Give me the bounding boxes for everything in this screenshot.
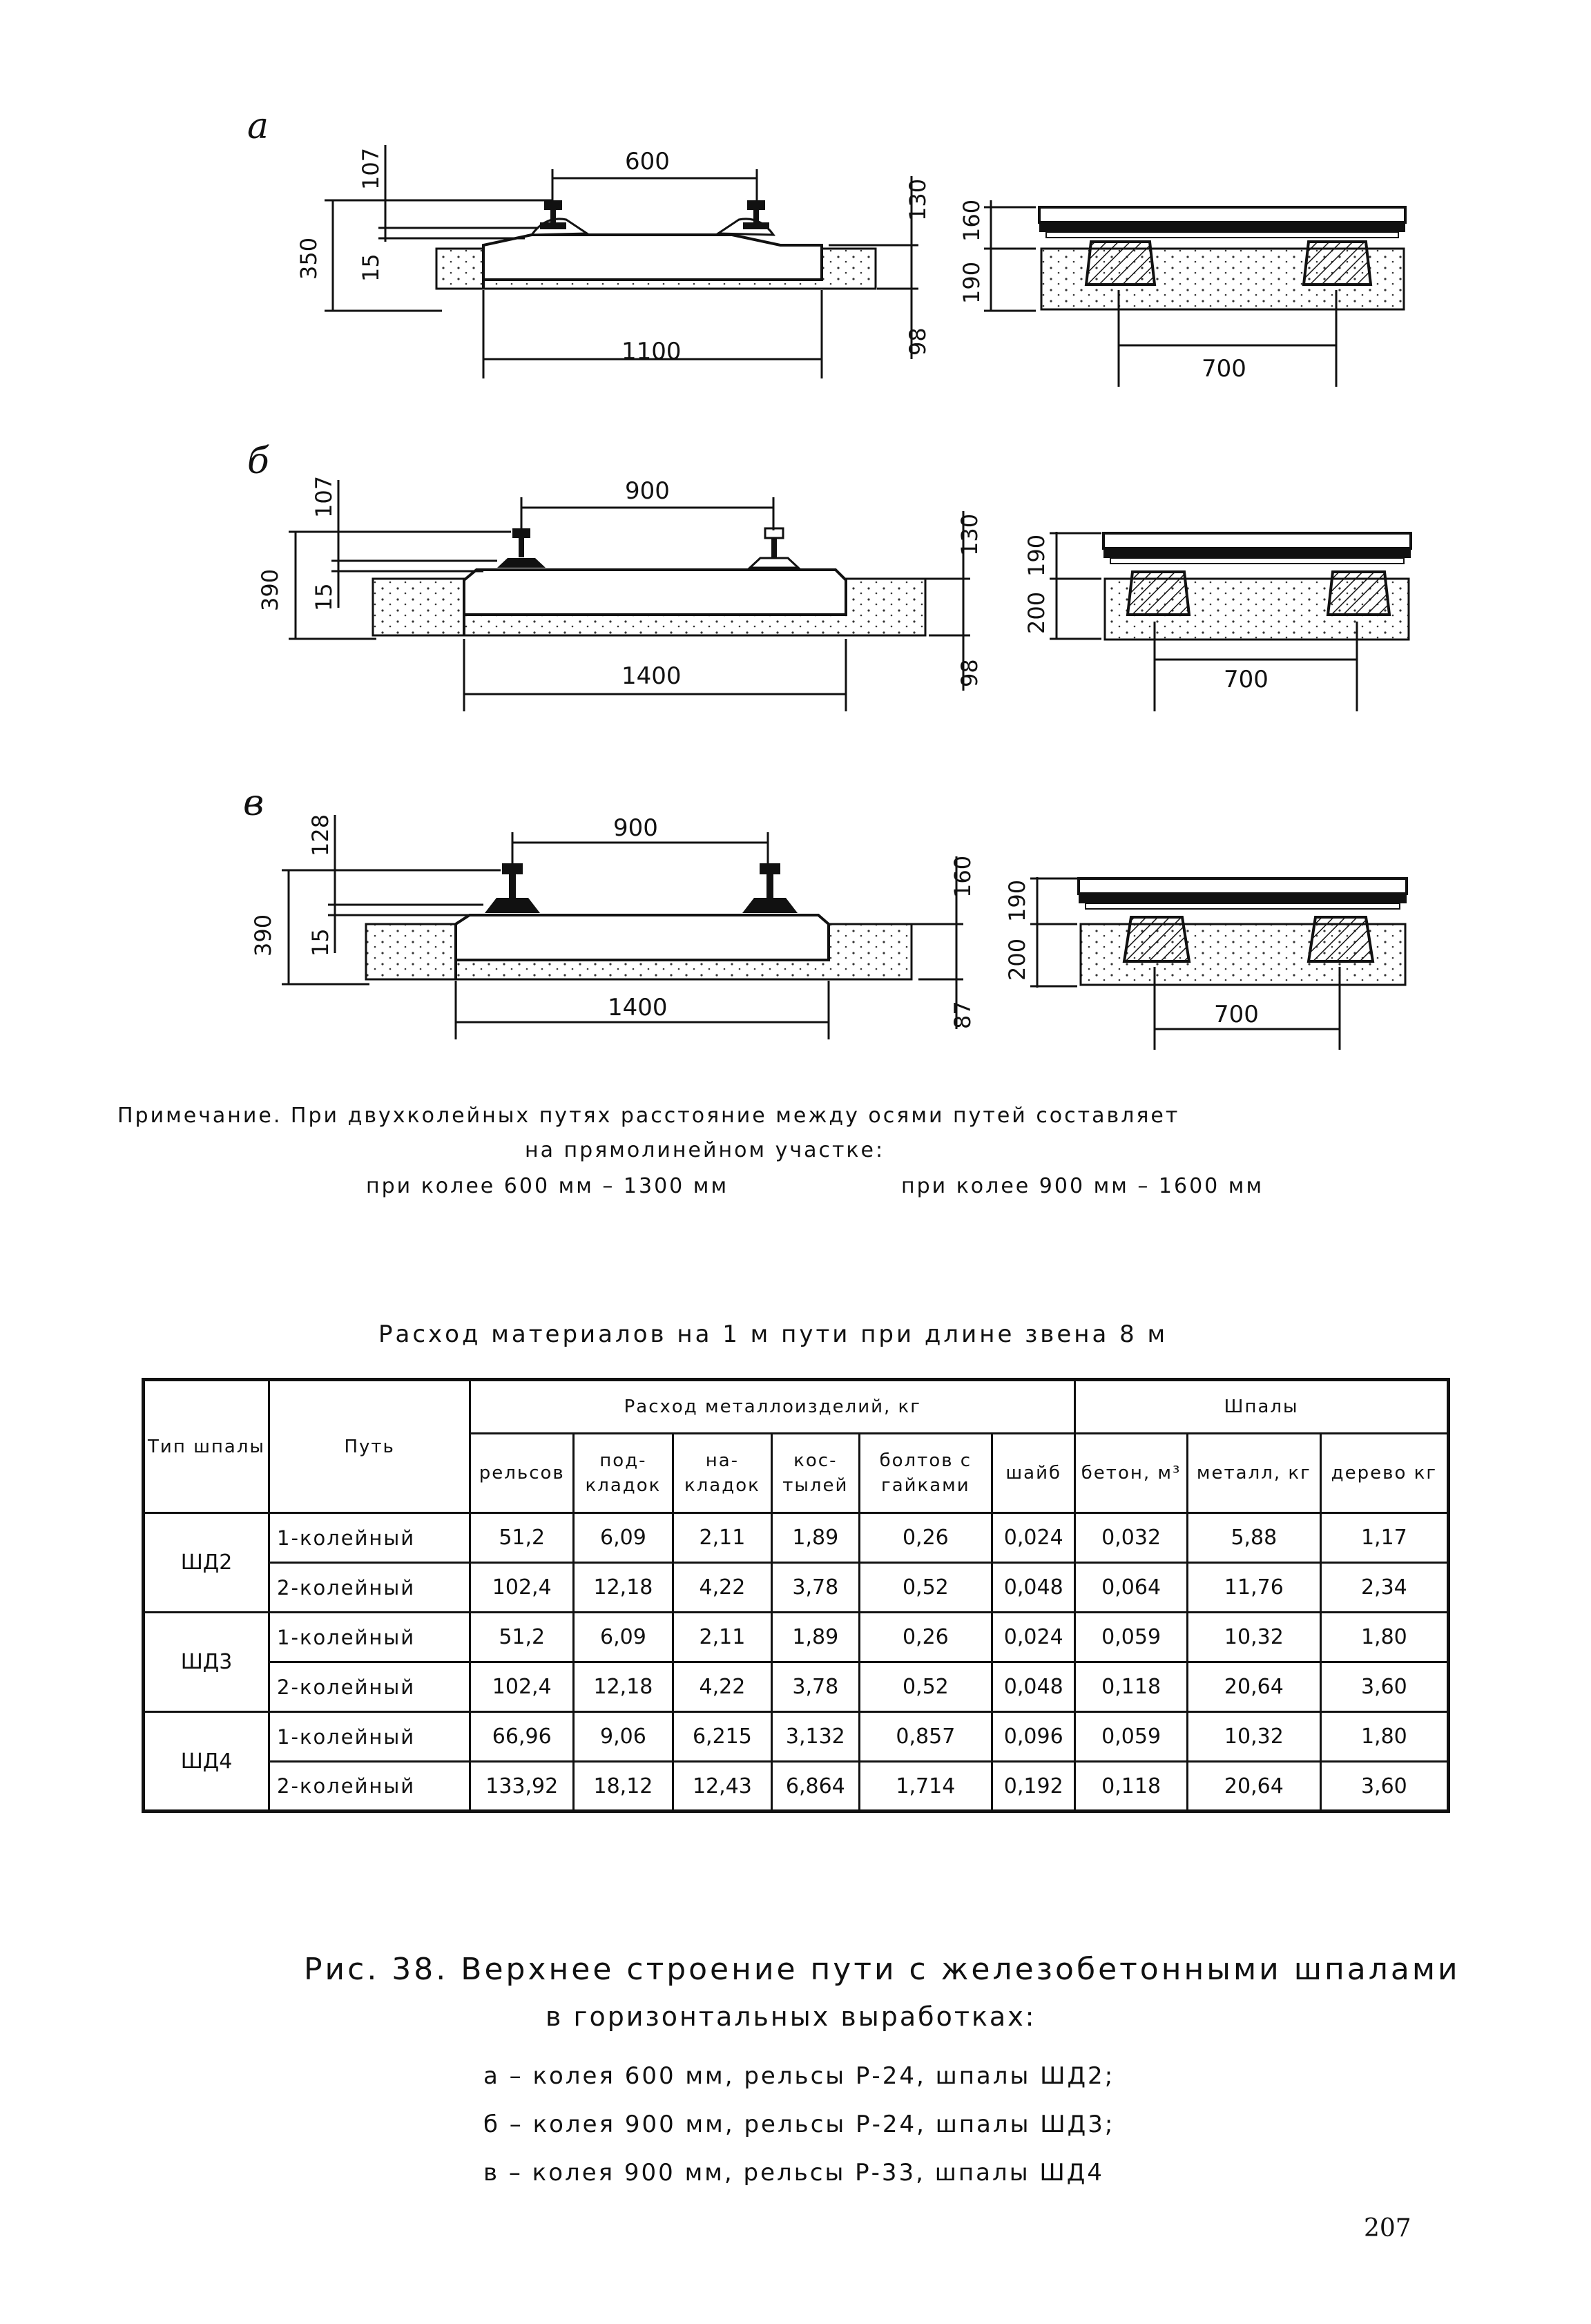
cell: 1,80 [1320,1712,1448,1762]
rail-height-dim-b: 107 [311,475,337,518]
row-path: 1-колейный [269,1613,470,1662]
col-header-wood: дерево кг [1320,1434,1448,1513]
table-title: Расход материалов на 1 м пути при длине звена 8 м [378,1321,1168,1348]
table-row [144,1613,1449,1662]
spacing-dim-b: 700 [1224,666,1269,693]
group-header-sleepers: Шпалы [1075,1380,1449,1434]
cell: 0,192 [992,1762,1075,1812]
side-top-dim-c: 190 [1004,879,1030,922]
cell: 10,32 [1187,1712,1320,1762]
cell: 0,032 [1075,1513,1188,1563]
cell: 3,132 [772,1712,859,1762]
side-bot-dim-b: 200 [1023,591,1050,634]
cell: 1,17 [1320,1513,1448,1563]
cell: 3,78 [772,1563,859,1613]
note-right: при колее 900 мм – 1600 мм [901,1174,1264,1198]
cell: 1,80 [1320,1613,1448,1662]
col-header-plates: на-кладок [673,1434,771,1513]
note-line1: Примечание. При двухколейных путях расстояние между осями путей составляет [117,1104,1180,1128]
gauge-dim-a: 600 [625,148,670,175]
spacing-dim-a: 700 [1202,355,1246,383]
figure-a-letter: а [247,106,269,147]
cell: 6,864 [772,1762,859,1812]
cell: 0,118 [1075,1662,1188,1712]
caption-line-c: в – колея 900 мм, рельсы Р-33, шпалы ШД4 [483,2159,1104,2187]
cell: 5,88 [1187,1513,1320,1563]
base-dim-c: 1400 [608,994,668,1021]
table-row [144,1563,1449,1613]
cell: 0,52 [859,1662,992,1712]
cell: 6,09 [574,1613,673,1662]
row-path: 2-колейный [269,1662,470,1712]
cell: 102,4 [470,1662,574,1712]
gauge-dim-b: 900 [625,477,670,505]
col-header-bolts: болтов с гайками [859,1434,992,1513]
col-header-washers: шайб [992,1434,1075,1513]
right-top-dim-a: 130 [905,178,931,221]
cell: 133,92 [470,1762,574,1812]
cell: 20,64 [1187,1762,1320,1812]
cell: 0,048 [992,1662,1075,1712]
cell: 0,118 [1075,1762,1188,1812]
col-header-rails: рельсов [470,1434,574,1513]
col-header-type: Тип шпалы [144,1380,269,1513]
cell: 0,059 [1075,1613,1188,1662]
table-row [144,1712,1449,1762]
figure-b-letter: б [247,441,269,482]
figure-b [0,428,1591,725]
spacing-dim-c: 700 [1214,1001,1259,1028]
row-type-shd4: ШД4 [144,1712,269,1812]
cell: 9,06 [574,1712,673,1762]
side-top-dim-b: 190 [1023,534,1050,577]
cell: 0,26 [859,1613,992,1662]
row-path: 2-колейный [269,1762,470,1812]
cell: 0,064 [1075,1563,1188,1613]
cell: 12,43 [673,1762,771,1812]
cell: 1,89 [772,1613,859,1662]
materials-table [142,1378,1450,1813]
cell: 3,60 [1320,1662,1448,1712]
right-bot-dim-b: 98 [956,659,983,687]
cell: 12,18 [574,1662,673,1712]
cell: 0,096 [992,1712,1075,1762]
cell: 1,89 [772,1513,859,1563]
cell: 18,12 [574,1762,673,1812]
cell: 102,4 [470,1563,574,1613]
total-height-dim-a: 350 [296,237,322,280]
side-bot-dim-c: 200 [1004,938,1030,981]
row-path: 1-колейный [269,1513,470,1563]
pad-dim-a: 15 [358,253,384,282]
cell: 11,76 [1187,1563,1320,1613]
cell: 1,714 [859,1762,992,1812]
cell: 3,78 [772,1662,859,1712]
cell: 6,215 [673,1712,771,1762]
col-header-metal: металл, кг [1187,1434,1320,1513]
right-bot-dim-c: 87 [949,1001,976,1029]
col-header-concrete: бетон, м³ [1075,1434,1188,1513]
base-dim-a: 1100 [621,338,682,365]
row-type-shd2: ШД2 [144,1513,269,1613]
cell: 20,64 [1187,1662,1320,1712]
figure-caption-title: Рис. 38. Верхнее строение пути с железобетонными шпалами [304,1952,1460,1987]
right-bot-dim-a: 98 [905,327,931,356]
right-top-dim-b: 130 [956,513,983,556]
cell: 0,52 [859,1563,992,1613]
row-path: 2-колейный [269,1563,470,1613]
side-top-dim-a: 160 [958,199,985,242]
cell: 0,059 [1075,1712,1188,1762]
cell: 0,048 [992,1563,1075,1613]
figure-a [0,0,1591,428]
note-left: при колее 600 мм – 1300 мм [366,1174,729,1198]
cell: 0,26 [859,1513,992,1563]
cell: 10,32 [1187,1613,1320,1662]
cell: 0,024 [992,1613,1075,1662]
figure-caption-subtitle: в горизонтальных выработках: [546,2001,1036,2032]
page-number: 207 [1364,2214,1411,2243]
cell: 12,18 [574,1563,673,1613]
side-bot-dim-a: 190 [958,261,985,304]
cell: 4,22 [673,1662,771,1712]
row-path: 1-колейный [269,1712,470,1762]
figure-c [0,760,1591,1064]
cell: 2,11 [673,1513,771,1563]
table-row [144,1513,1449,1563]
cell: 3,60 [1320,1762,1448,1812]
table-row [144,1662,1449,1712]
table-row [144,1762,1449,1812]
total-height-dim-b: 390 [257,568,283,611]
rail-height-dim-a: 107 [358,147,384,190]
row-type-shd3: ШД3 [144,1613,269,1712]
gauge-dim-c: 900 [613,814,658,842]
pad-dim-c: 15 [307,928,334,957]
caption-line-b: б – колея 900 мм, рельсы Р-24, шпалы ШД3; [483,2111,1115,2138]
col-header-pads: под-кладок [574,1434,673,1513]
cell: 51,2 [470,1513,574,1563]
right-top-dim-c: 160 [949,855,976,898]
caption-line-a: а – колея 600 мм, рельсы Р-24, шпалы ШД2; [483,2062,1115,2090]
col-header-spikes: кос-тылей [772,1434,859,1513]
figure-c-letter: в [243,782,264,824]
cell: 51,2 [470,1613,574,1662]
rail-height-dim-c: 128 [307,814,334,856]
note-line2: на прямолинейном участке: [525,1138,885,1162]
cell: 0,857 [859,1712,992,1762]
group-header-metal: Расход металлоизделий, кг [470,1380,1075,1434]
cell: 4,22 [673,1563,771,1613]
cell: 2,34 [1320,1563,1448,1613]
base-dim-b: 1400 [621,662,682,690]
pad-dim-b: 15 [311,583,337,611]
total-height-dim-c: 390 [250,914,276,957]
cell: 0,024 [992,1513,1075,1563]
cell: 6,09 [574,1513,673,1563]
cell: 66,96 [470,1712,574,1762]
cell: 2,11 [673,1613,771,1662]
col-header-path: Путь [269,1380,470,1513]
